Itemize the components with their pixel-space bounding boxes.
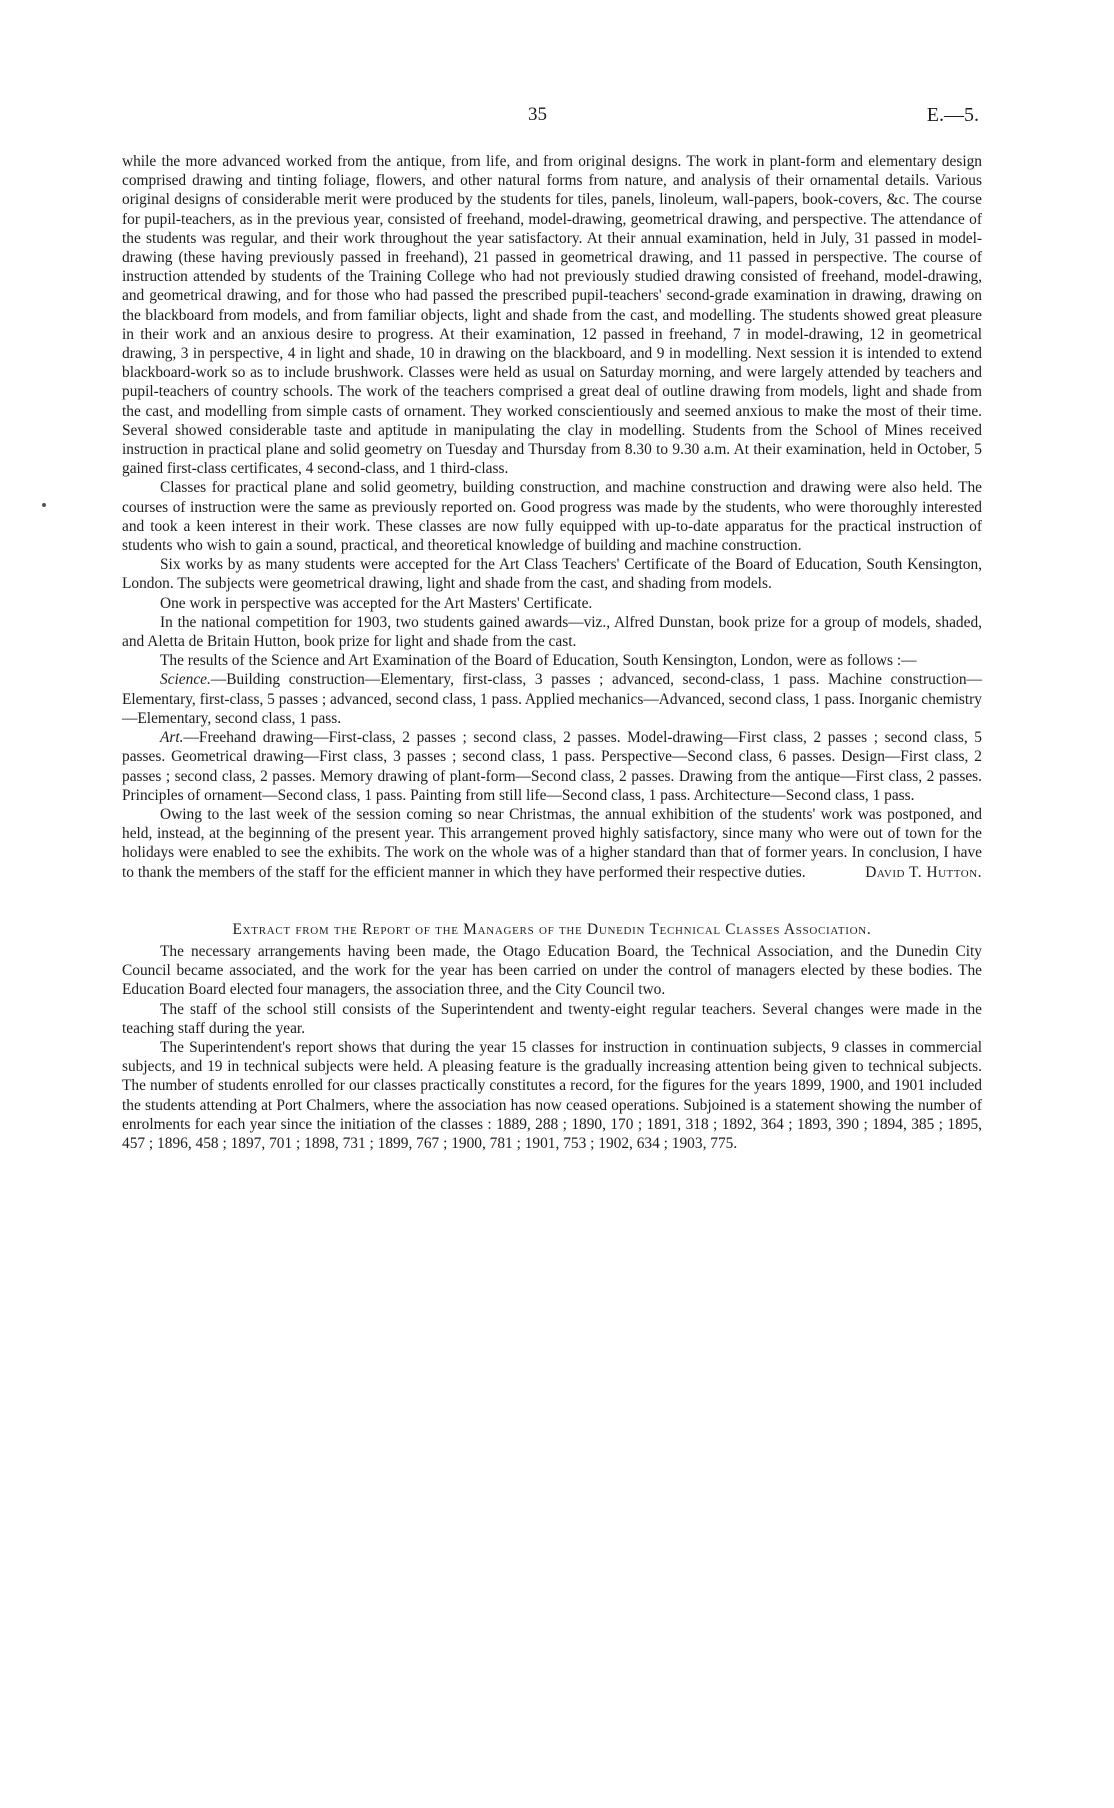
closing-paragraph [122,805,982,882]
paragraph: while the more advanced worked from the antique, from life, and from original designs. The work in plant-form and elementary design comprised drawing and tinting foliage, flowers, and other natural forms from nature, and analysis of their ornamental details. Various original designs of considerable merit were produced by the students for tiles, panels, linoleum, wall-papers, book-covers, &c. The course for pupil-teachers, as in the previous year, consisted of freehand, model-drawing, geometrical drawing, and perspective. The attendance of the students was regular, and their work throughout the year satisfactory. At their annual examination, held in July, 31 passed in model-drawing (these having previously passed in freehand), 21 passed in geometrical drawing, and 11 passed in perspective. The course of instruction attended by students of the Training College who had not previously studied drawing consisted of freehand, model-drawing, and geometrical drawing, and for those who had passed the prescribed pupil-teachers' second-grade examination in drawing, drawing on the blackboard from models, and from familiar objects, light and shade from the cast, and modelling. The students showed great pleasure in their work and an anxious desire to progress. At their examination, 12 passed in freehand, 7 in model-drawing, 12 in geometrical drawing, 3 in perspective, 4 in light and shade, 10 in drawing on the blackboard, and 9 in modelling. Next session it is intended to extend blackboard-work so as to include brushwork. Classes were held as usual on Saturday morning, and were largely attended by teachers and pupil-teachers of country schools. The work of the teachers comprised a great deal of outline drawing from models, light and shade from the cast, and modelling from simple casts of ornament. They worked conscientiously and seemed anxious to make the most of their time. Several showed considerable taste and aptitude in manipulating the clay in modelling. Students from the School of Mines received instruction in practical plane and solid geometry on Tuesday and Thursday from 8.30 to 9.30 a.m. At their examination, held in October, 5 gained first-class certificates, 4 second-class, and 1 third-class. [122,153,982,478]
paragraph: The results of the Science and Art Examination of the Board of Education, South Kensington, London, were as follows :— [160,652,917,670]
document-reference: E.—5. [926,104,979,126]
paragraph: One work in perspective was accepted for the Art Masters' Certificate. [160,594,593,612]
paragraph: Six works by as many students were accepted for the Art Class Teachers' Certificate of the Board of Education, South Kensington, London. The subjects were geometrical drawing, light and shade from the cast, and shading from models. [122,556,982,593]
page-number: 35 [528,104,547,125]
art-label: Art. [160,729,184,747]
art-results-text: —Freehand drawing—First-class, 2 passes ; second class, 2 passes. Model-drawing—First class, 2 passes ; second class, 5 passes. Geometrical drawing—First class, 3 passes ; second class, 1 pass. Perspective—Second class, 6 passes. Design—First class, 2 passes ; second class, 2 passes. Memory drawing of plant-form—Second class, 2 passes. Drawing from the antique—First class, 2 passes. Principles of ornament—Second class, 1 pass. Painting from still life—Second class, 1 pass. Architecture—Second class, 1 pass. [122,729,982,804]
page-header [0,104,1114,128]
paragraph: Classes for practical plane and solid geometry, building construction, and machine construction and drawing were also held. The courses of instruction were the same as previously reported on. Good progress was made by the students, who were thoroughly interested and took a keen interest in their work. These classes are now fully equipped with up-to-date apparatus for the practical instruction of students who wish to gain a sound, practical, and theoretical knowledge of building and machine construction. [122,479,982,555]
stray-ink-mark [42,503,46,507]
paragraph: The necessary arrangements having been made, the Otago Education Board, the Technical Association, and the Dunedin City Council became associated, and the work for the year has been carried on under the control of managers elected by these bodies. The Education Board elected four managers, the association three, and the City Council two. [122,942,982,999]
closing-text: Owing to the last week of the session coming so near Christmas, the annual exhibition of the students' work was postponed, and held, instead, at the beginning of the present year. This arrangement proved highly satisfactory, since many who were out of town for the holidays were enabled to see the exhibits. The work on the whole was of a higher standard than that of former years. In conclusion, I have to thank the members of the staff for the efficient manner in which they have performed their respective duties. [122,805,982,881]
paragraph: The Superintendent's report shows that during the year 15 classes for instruction in continuation subjects, 9 classes in commercial subjects, and 19 in technical subjects were held. A pleasing feature is the gradually increasing attention being given to technical subjects. The number of students enrolled for our classes practically constitutes a record, for the figures for the years 1899, 1900, and 1901 included the students attending at Port Chalmers, where the association has now ceased operations. Subjoined is a statement showing the number of enrolments for each year since the initiation of the classes : 1889, 288 ; 1890, 170 ; 1891, 318 ; 1892, 364 ; 1893, 390 ; 1894, 385 ; 1895, 457 ; 1896, 458 ; 1897, 701 ; 1898, 731 ; 1899, 767 ; 1900, 781 ; 1901, 753 ; 1902, 634 ; 1903, 775. [122,1038,982,1152]
paragraph: In the national competition for 1903, two students gained awards—viz., Alfred Dunstan, book prize for a group of models, shaded, and Aletta de Britain Hutton, book prize for light and shade from the cast. [122,613,982,651]
signature: David T. Hutton. [865,863,982,881]
art-results [122,728,982,805]
report-text [122,152,982,1153]
science-label: Science. [160,671,211,689]
paragraph: The staff of the school still consists of the Superintendent and twenty-eight regular teachers. Several changes were made in the teaching staff during the year. [122,1000,982,1037]
science-results [122,670,982,728]
section-heading: Extract from the Report of the Managers of the Dunedin Technical Classes Association. [232,920,872,938]
science-results-text: —Building construction—Elementary, first-class, 3 passes ; advanced, second-class, 1 pass. Machine construction—Elementary, first-class, 5 passes ; advanced, second class, 1 pass. Applied mechanics—Advanced, second class, 1 pass. Inorganic chemistry—Elementary, second class, 1 pass. [122,671,982,727]
